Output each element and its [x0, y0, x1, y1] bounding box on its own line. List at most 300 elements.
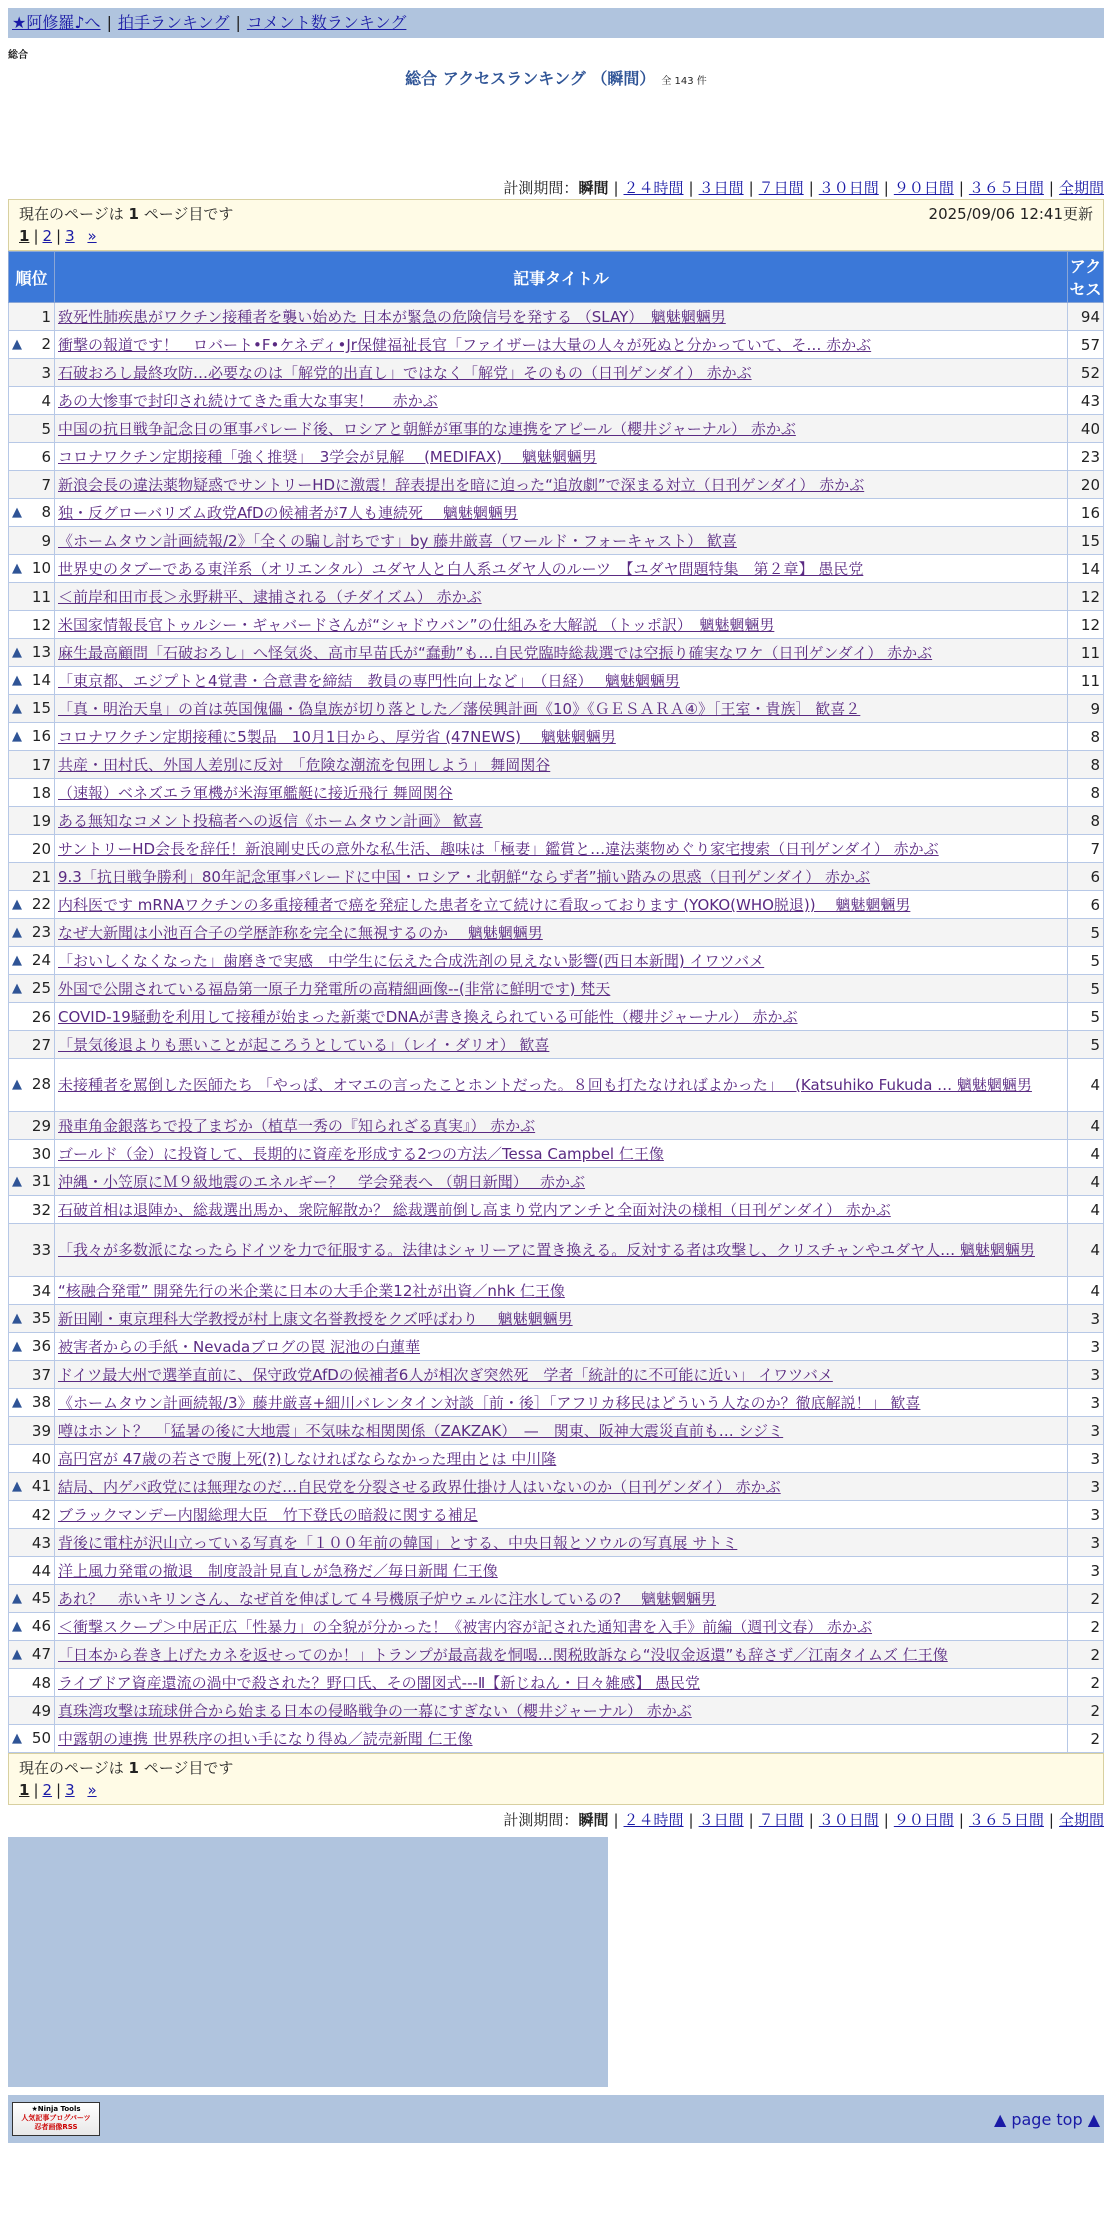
title-cell — [55, 1059, 1068, 1112]
title-cell — [55, 1501, 1068, 1529]
title-cell — [55, 1168, 1068, 1196]
period-link[interactable]: ９０日間 — [893, 179, 954, 197]
category-label: 総合 — [8, 50, 28, 61]
rank-up-arrow-icon: ▲ — [12, 924, 22, 940]
article-link[interactable]: ＜衝撃スクープ＞中居正広「性暴力」の全貌が分かった！《被害内容が記された通知書を入手》前編（週刊文春） 赤かぶ — [58, 1618, 873, 1636]
table-row — [9, 359, 1104, 387]
article-link[interactable]: 外国で公開されている福島第一原子力発電所の高精細画像--(非常に鮮明です) 梵天 — [58, 980, 611, 998]
rank-cell — [9, 499, 55, 527]
updated-timestamp: 2025/09/06 12:41更新 — [928, 205, 1093, 223]
article-link[interactable]: 「景気後退よりも悪いことが起ころうとしている」（レイ・ダリオ） 歓喜 — [58, 1036, 550, 1054]
period-link[interactable]: ３０日間 — [818, 179, 879, 197]
rank-cell — [9, 1613, 55, 1641]
nav-separator: | — [235, 13, 241, 32]
rank-cell — [9, 1697, 55, 1725]
rank-cell — [9, 415, 55, 443]
rank-number: 32 — [31, 1200, 51, 1219]
title-cell — [55, 667, 1068, 695]
pager-separator: | — [56, 227, 62, 245]
pager-page-link[interactable]: 3 — [65, 1781, 75, 1799]
access-count: 4 — [1068, 1168, 1104, 1196]
title-cell — [55, 555, 1068, 583]
rank-number: 40 — [31, 1449, 51, 1468]
table-row — [9, 527, 1104, 555]
article-link[interactable]: コロナワクチン定期接種「強く推奨」 3学会が見解 (MEDIFAX) 魑魅魍魎男 — [58, 448, 597, 466]
pager-status-post: ページ目です — [138, 1759, 234, 1777]
table-row — [9, 639, 1104, 667]
rank-number: 7 — [41, 475, 51, 494]
table-header-row — [9, 252, 1104, 303]
access-count: 3 — [1068, 1473, 1104, 1501]
total-count: 全 143 件 — [661, 76, 707, 87]
access-count: 12 — [1068, 611, 1104, 639]
period-link[interactable]: 全期間 — [1058, 179, 1104, 197]
pager-page-link[interactable]: 2 — [42, 227, 53, 245]
ad-space — [8, 92, 1104, 177]
rank-cell — [9, 303, 55, 331]
rank-cell — [9, 1277, 55, 1305]
title-cell — [55, 1725, 1068, 1753]
rank-up-arrow-icon: ▲ — [12, 560, 22, 576]
rank-cell — [9, 695, 55, 723]
title-cell — [55, 1277, 1068, 1305]
title-cell — [55, 1031, 1068, 1059]
applause-ranking-link[interactable]: 拍手ランキング — [117, 13, 230, 32]
rank-cell — [9, 639, 55, 667]
period-separator: | — [883, 179, 889, 197]
rank-cell — [9, 807, 55, 835]
access-count: 5 — [1068, 947, 1104, 975]
access-count: 2 — [1068, 1613, 1104, 1641]
rank-number: 41 — [31, 1476, 51, 1495]
article-link[interactable]: 背後に電柱が沢山立っている写真を「１００年前の韓国」とする、中央日報とソウルの写真展 サトミ — [58, 1534, 738, 1552]
rank-number: 43 — [31, 1533, 51, 1552]
access-count: 2 — [1068, 1697, 1104, 1725]
period-link[interactable]: ３０日間 — [818, 1811, 879, 1829]
table-row — [9, 1669, 1104, 1697]
period-link[interactable]: 全期間 — [1058, 1811, 1104, 1829]
period-link[interactable]: ７日間 — [758, 179, 804, 197]
article-link[interactable]: 麻生最高顧問「石破おろし」へ怪気炎、高市早苗氏が“蠢動”も…自民党臨時総裁選では空振り確実なワケ（日刊ゲンダイ） 赤かぶ — [58, 644, 933, 662]
pager-next-link[interactable]: » — [87, 1781, 97, 1799]
period-current: 瞬間 — [578, 179, 609, 197]
ninja-tools-logo[interactable] — [12, 2102, 100, 2136]
pager-status-pre: 現在のページは — [19, 1759, 129, 1777]
table-row — [9, 1140, 1104, 1168]
article-link[interactable]: 被害者からの手紙・Nevadaブログの罠 泥池の白蓮華 — [58, 1338, 421, 1356]
pager-spacer — [75, 227, 88, 245]
access-count: 3 — [1068, 1389, 1104, 1417]
article-link[interactable]: ライブドア資産還流の渦中で殺された？野口氏、その闇図式---Ⅱ【新じねん・日々雑感】 愚民党 — [58, 1674, 701, 1692]
period-link[interactable]: ２４時間 — [623, 179, 684, 197]
period-link[interactable]: ７日間 — [758, 1811, 804, 1829]
rank-cell — [9, 387, 55, 415]
title-cell — [55, 1473, 1068, 1501]
table-row — [9, 415, 1104, 443]
pager-status — [19, 203, 233, 225]
pager-separator: | — [56, 1781, 62, 1799]
comment-ranking-link[interactable]: コメント数ランキング — [246, 13, 407, 32]
article-link[interactable]: 石破おろし最終攻防…必要なのは「解党的出直し」ではなく「解党」そのもの（日刊ゲンダイ） 赤かぶ — [58, 364, 752, 382]
period-label: 計測期間： — [503, 179, 579, 197]
title-cell — [55, 359, 1068, 387]
rank-up-arrow-icon: ▲ — [12, 1590, 22, 1606]
rank-cell — [9, 835, 55, 863]
rank-cell — [9, 1112, 55, 1140]
article-link[interactable]: 《ホームタウン計画続報/2》「全くの騙し討ちです」by 藤井厳喜（ワールド・フォーキャスト） 歓喜 — [58, 532, 737, 550]
rank-cell — [9, 1389, 55, 1417]
bottom-area — [8, 1837, 1104, 2087]
period-separator: | — [883, 1811, 889, 1829]
title-cell — [55, 1697, 1068, 1725]
article-link[interactable]: ブラックマンデー内閣総理大臣 竹下登氏の暗殺に関する補足 — [58, 1506, 478, 1524]
table-row — [9, 443, 1104, 471]
access-count: 52 — [1068, 359, 1104, 387]
rank-up-arrow-icon: ▲ — [12, 336, 22, 352]
rank-number: 15 — [31, 698, 51, 717]
access-count: 4 — [1068, 1224, 1104, 1277]
rank-number: 22 — [31, 894, 51, 913]
rank-number: 23 — [31, 922, 51, 941]
title-cell — [55, 975, 1068, 1003]
article-link[interactable]: ＜前岸和田市長＞永野耕平、逮捕される（チダイズム） 赤かぶ — [58, 588, 482, 606]
pager-page-link[interactable]: 3 — [65, 227, 75, 245]
table-row — [9, 499, 1104, 527]
article-link[interactable]: 新田剛・東京理科大学教授が村上康文名誉教授をクズ呼ばわり 魑魅魍魎男 — [58, 1310, 573, 1328]
pager-next-link[interactable]: » — [87, 227, 97, 245]
rank-number: 33 — [31, 1241, 51, 1259]
rank-number: 12 — [31, 615, 51, 634]
article-link[interactable]: 沖縄・小笠原にＭ９級地震のエネルギー？ 学会発表へ （朝日新聞） 赤かぶ — [58, 1173, 586, 1191]
rank-up-arrow-icon: ▲ — [12, 1394, 22, 1410]
rank-number: 30 — [31, 1144, 51, 1163]
table-row — [9, 303, 1104, 331]
rank-number: 16 — [31, 726, 51, 745]
table-row — [9, 1697, 1104, 1725]
access-count: 15 — [1068, 527, 1104, 555]
rank-number: 3 — [41, 363, 51, 382]
table-row — [9, 1305, 1104, 1333]
rank-number: 25 — [31, 978, 51, 997]
rank-cell — [9, 1417, 55, 1445]
period-separator: | — [958, 1811, 964, 1829]
rank-cell — [9, 1168, 55, 1196]
rank-cell — [9, 471, 55, 499]
title-cell — [55, 331, 1068, 359]
rank-number: 31 — [31, 1171, 51, 1190]
access-count: 3 — [1068, 1361, 1104, 1389]
table-row — [9, 1112, 1104, 1140]
table-row — [9, 1445, 1104, 1473]
table-row — [9, 1389, 1104, 1417]
article-link[interactable]: 石破首相は退陣か、総裁選出馬か、衆院解散か？ 総裁選前倒し高まり党内アンチと全面対決の様相（日刊ゲンダイ） 赤かぶ — [58, 1201, 891, 1219]
rank-number: 35 — [31, 1308, 51, 1327]
article-link[interactable]: 洋上風力発電の撤退 制度設計見直しが急務だ／毎日新聞 仁王像 — [58, 1562, 498, 1580]
period-link[interactable]: ３６５日間 — [968, 1811, 1044, 1829]
access-count: 3 — [1068, 1501, 1104, 1529]
rank-number: 47 — [31, 1644, 51, 1663]
period-separator: | — [748, 179, 754, 197]
article-link[interactable]: 内科医です mRNAワクチンの多重接種者で癌を発症した患者を立て続けに看取っております (YOKO(WHO脱退)) 魑魅魍魎男 — [58, 896, 911, 914]
rank-number: 10 — [31, 558, 51, 577]
rank-number: 45 — [31, 1588, 51, 1607]
article-link[interactable]: ドイツ最大州で選挙直前に、保守政党AfDの候補者6人が相次ぎ突然死 学者「統計的に不可能に近い」 イワツバメ — [58, 1366, 833, 1384]
rank-cell — [9, 947, 55, 975]
title-cell — [55, 947, 1068, 975]
title-cell — [55, 1305, 1068, 1333]
period-link[interactable]: ３日間 — [698, 1811, 744, 1829]
access-count: 5 — [1068, 975, 1104, 1003]
article-link[interactable]: 中国の抗日戦争記念日の軍事パレード後、ロシアと朝鮮が軍事的な連携をアピール（櫻井ジャーナル） 赤かぶ — [58, 420, 796, 438]
article-link[interactable]: “核融合発電” 開発先行の米企業に日本の大手企業12社が出資／nhk 仁王像 — [58, 1282, 565, 1300]
rank-cell — [9, 583, 55, 611]
article-link[interactable]: なぜ大新聞は小池百合子の学歴詐称を完全に無視するのか 魑魅魍魎男 — [58, 924, 543, 942]
rank-cell — [9, 1725, 55, 1753]
rank-cell — [9, 1224, 55, 1277]
pager-separator: | — [33, 1781, 39, 1799]
title-cell — [55, 303, 1068, 331]
page-title-text: 総合 アクセスランキング （瞬間） — [405, 69, 656, 88]
title-cell — [55, 583, 1068, 611]
rank-number: 39 — [31, 1421, 51, 1440]
period-separator: | — [808, 179, 814, 197]
rank-cell — [9, 1361, 55, 1389]
article-link[interactable]: 高円宮が 47歳の若さで腹上死(?)しなければならなかった理由とは 中川隆 — [58, 1450, 557, 1468]
rank-cell — [9, 919, 55, 947]
rank-number: 38 — [31, 1392, 51, 1411]
rank-number: 14 — [31, 670, 51, 689]
ranking-body — [9, 303, 1104, 1753]
rank-cell — [9, 1501, 55, 1529]
pager-status-current: 1 — [128, 205, 139, 223]
title-cell — [55, 1669, 1068, 1697]
table-row — [9, 947, 1104, 975]
rank-number: 50 — [31, 1728, 51, 1747]
title-cell — [55, 1417, 1068, 1445]
rank-cell — [9, 1557, 55, 1585]
home-link[interactable]: ★阿修羅♪へ — [12, 13, 101, 32]
article-link[interactable]: 共産・田村氏、外国人差別に反対 「危険な潮流を包囲しよう」 舞岡関谷 — [58, 756, 551, 774]
period-separator: | — [613, 1811, 619, 1829]
page-title — [8, 66, 1104, 92]
rank-number: 28 — [31, 1075, 51, 1093]
period-link[interactable]: ３日間 — [698, 179, 744, 197]
access-count: 3 — [1068, 1445, 1104, 1473]
top-nav — [8, 8, 1104, 38]
title-cell — [55, 723, 1068, 751]
rank-cell — [9, 1445, 55, 1473]
title-cell — [55, 1585, 1068, 1613]
title-cell — [55, 1613, 1068, 1641]
rank-cell — [9, 1031, 55, 1059]
article-link[interactable]: ゴールド（金）に投資して、長期的に資産を形成する2つの方法／Tessa Campbel 仁王像 — [58, 1145, 664, 1163]
article-link[interactable]: （速報）ベネズエラ軍機が米海軍艦艇に接近飛行 舞岡関谷 — [58, 784, 453, 802]
rank-number: 17 — [31, 755, 51, 774]
logo-line3: 忍者画像RSS — [34, 2123, 78, 2131]
title-cell — [55, 1529, 1068, 1557]
pager-current-page: 1 — [19, 227, 30, 245]
table-row — [9, 1585, 1104, 1613]
article-link[interactable]: あの大惨事で封印され続けてきた重大な事実！ 赤かぶ — [58, 392, 438, 410]
rank-number: 11 — [31, 587, 51, 606]
rank-number: 13 — [31, 642, 51, 661]
rank-up-arrow-icon: ▲ — [12, 1077, 22, 1092]
table-row — [9, 1003, 1104, 1031]
rank-cell — [9, 1003, 55, 1031]
table-row — [9, 1277, 1104, 1305]
rank-up-arrow-icon: ▲ — [12, 672, 22, 688]
rank-cell — [9, 1196, 55, 1224]
article-link[interactable]: COVID-19騒動を利用して接種が始まった新薬でDNAが書き換えられている可能性（櫻井ジャーナル） 赤かぶ — [58, 1008, 798, 1026]
title-cell — [55, 1196, 1068, 1224]
rank-up-arrow-icon: ▲ — [12, 896, 22, 912]
table-row — [9, 1361, 1104, 1389]
article-link[interactable]: 致死性肺疾患がワクチン接種者を襲い始めた 日本が緊急の危険信号を発する （SLAY） 魑魅魍魎男 — [58, 308, 726, 326]
title-cell — [55, 499, 1068, 527]
access-count: 2 — [1068, 1725, 1104, 1753]
access-count: 8 — [1068, 779, 1104, 807]
access-count: 8 — [1068, 723, 1104, 751]
rank-number: 34 — [31, 1281, 51, 1300]
article-link[interactable]: 飛車角金銀落ちで投了まぢか（植草一秀の『知られざる真実』） 赤かぶ — [58, 1117, 536, 1135]
col-header-rank: 順位 — [9, 252, 55, 303]
rank-number: 1 — [41, 307, 51, 326]
title-cell — [55, 1389, 1068, 1417]
article-link[interactable]: 真珠湾攻撃は琉球併合から始まる日本の侵略戦争の一幕にすぎない（櫻井ジャーナル） 赤かぶ — [58, 1702, 692, 1720]
access-count: 9 — [1068, 695, 1104, 723]
table-row — [9, 1641, 1104, 1669]
col-header-title: 記事タイトル — [55, 252, 1068, 303]
access-count: 2 — [1068, 1585, 1104, 1613]
article-link[interactable]: 中露朝の連携 世界秩序の担い手になり得ぬ／読売新聞 仁王像 — [58, 1730, 473, 1748]
title-cell — [55, 1224, 1068, 1277]
period-link[interactable]: ９０日間 — [893, 1811, 954, 1829]
access-count: 5 — [1068, 1031, 1104, 1059]
article-link[interactable]: 衝撃の報道です！ ロバート•F•ケネディ•Jr保健福祉長官「ファイザーは大量の人々が死ぬと分かっていて、そ… 赤かぶ — [58, 336, 872, 354]
article-link[interactable]: 「真・明治天皇」の首は英国傀儡・偽皇族が切り落とした／藩侯興計画《10》《ＧＥＳＡＲＡ④》［王室・貴族］ 歓喜２ — [58, 700, 861, 718]
table-row — [9, 863, 1104, 891]
pager-status — [19, 1757, 233, 1779]
article-link[interactable]: 米国家情報長官トゥルシー・ギャバードさんが“シャドウバン”の仕組みを大解説 （トッポ訳） 魑魅魍魎男 — [58, 616, 775, 634]
rank-up-arrow-icon: ▲ — [12, 1646, 22, 1662]
rank-number: 42 — [31, 1505, 51, 1524]
rank-cell — [9, 779, 55, 807]
period-separator: | — [748, 1811, 754, 1829]
rank-number: 46 — [31, 1616, 51, 1635]
rank-up-arrow-icon: ▲ — [12, 644, 22, 660]
article-link[interactable]: コロナワクチン定期接種に5製品 10月1日から、厚労省 (47NEWS) 魑魅魍魎男 — [58, 728, 616, 746]
bottom-ad-space — [8, 1837, 608, 2087]
article-link[interactable]: 《ホームタウン計画続報/3》藤井厳喜+細川バレンタイン対談［前・後］「アフリカ移民はどういう人なのか？徹底解説！」 歓喜 — [58, 1394, 921, 1412]
rank-up-arrow-icon: ▲ — [12, 1478, 22, 1494]
access-count: 94 — [1068, 303, 1104, 331]
title-cell — [55, 1557, 1068, 1585]
access-count: 16 — [1068, 499, 1104, 527]
rank-cell — [9, 527, 55, 555]
period-label: 計測期間： — [503, 1811, 579, 1829]
access-count: 2 — [1068, 1641, 1104, 1669]
rank-up-arrow-icon: ▲ — [12, 1730, 22, 1746]
pager-status-current: 1 — [128, 1759, 139, 1777]
access-count: 12 — [1068, 583, 1104, 611]
article-link[interactable]: 「日本から巻き上げたカネを返せってのか！」トランプが最高裁を恫喝…関税敗訴なら“没収金返還”も辞さず／江南タイムズ 仁王像 — [58, 1646, 948, 1664]
title-cell — [55, 387, 1068, 415]
article-link[interactable]: 新浪会長の違法薬物疑惑でサントリーHDに激震！辞表提出を暗に迫った“追放劇”で深まる対立（日刊ゲンダイ） 赤かぶ — [58, 476, 865, 494]
table-row — [9, 331, 1104, 359]
rank-up-arrow-icon: ▲ — [12, 1618, 22, 1634]
rank-up-arrow-icon: ▲ — [12, 952, 22, 968]
article-link[interactable]: 「おいしくなくなった」歯磨きで実感 中学生に伝えた合成洗剤の見えない影響(西日本新聞) イワツバメ — [58, 952, 765, 970]
article-link[interactable]: サントリーHD会長を辞任！新浪剛史氏の意外な私生活、趣味は「極妻」鑑賞と…違法薬物めぐり家宅捜索（日刊ゲンダイ） 赤かぶ — [58, 840, 939, 858]
access-count: 11 — [1068, 639, 1104, 667]
period-link[interactable]: ３６５日間 — [968, 179, 1044, 197]
rank-cell — [9, 359, 55, 387]
article-link[interactable]: 世界史のタブーである東洋系（オリエンタル）ユダヤ人と白人系ユダヤ人のルーツ 【ユダヤ問題特集 第２章】 愚民党 — [58, 560, 864, 578]
table-row — [9, 779, 1104, 807]
article-link[interactable]: 「我々が多数派になったらドイツを力で征服する。法律はシャリーアに置き換える。反対する者は攻撃し、クリスチャンやユダヤ人… 魑魅魍魎男 — [58, 1241, 1035, 1259]
access-count: 3 — [1068, 1557, 1104, 1585]
article-link[interactable]: 9.3「抗日戦争勝利」80年記念軍事パレードに中国・ロシア・北朝鮮“ならず者”揃い踏みの思惑（日刊ゲンダイ） 赤かぶ — [58, 868, 871, 886]
period-separator: | — [958, 179, 964, 197]
title-cell — [55, 639, 1068, 667]
access-count: 4 — [1068, 1277, 1104, 1305]
title-cell — [55, 891, 1068, 919]
pager-links — [19, 225, 1093, 247]
title-cell — [55, 1333, 1068, 1361]
rank-cell — [9, 1305, 55, 1333]
article-link[interactable]: 結局、内ゲバ政党には無理なのだ…自民党を分裂させる政界仕掛け人はいないのか（日刊ゲンダイ） 赤かぶ — [58, 1478, 781, 1496]
title-cell — [55, 471, 1068, 499]
title-cell — [55, 611, 1068, 639]
rank-number: 36 — [31, 1336, 51, 1355]
pager-status-row — [19, 203, 1093, 225]
rank-cell — [9, 1529, 55, 1557]
period-link[interactable]: ２４時間 — [623, 1811, 684, 1829]
page-top-link[interactable]: ▲ page top ▲ — [993, 2109, 1100, 2129]
table-row — [9, 1557, 1104, 1585]
article-link[interactable]: 噂はホント？ 「猛暑の後に大地震」不気味な相関関係（ZAKZAK） — 関東、阪神大震災直前も… シジミ — [58, 1422, 784, 1440]
table-row — [9, 667, 1104, 695]
pager-separator: | — [33, 227, 39, 245]
period-separator: | — [688, 179, 694, 197]
pager-page-link[interactable]: 2 — [42, 1781, 53, 1799]
article-link[interactable]: 「東京都、エジプトと4覚書・合意書を締結 教員の専門性向上など」 （日経） 魑魅魍魎男 — [58, 672, 680, 690]
title-cell — [55, 415, 1068, 443]
table-row — [9, 387, 1104, 415]
article-link[interactable]: あれ？ 赤いキリンさん、なぜ首を伸ばして４号機原子炉ウェルに注水しているの? 魑魅魍魎男 — [58, 1590, 717, 1608]
access-count: 4 — [1068, 1059, 1104, 1112]
access-count: 5 — [1068, 1003, 1104, 1031]
rank-cell — [9, 611, 55, 639]
pager-links — [19, 1779, 1093, 1801]
rank-number: 48 — [31, 1673, 51, 1692]
article-link[interactable]: 未接種者を罵倒した医師たち 「やっぱ、オマエの言ったことホントだった。８回も打たなければよかった」 (Katsuhiko Fukuda … 魑魅魍魎男 — [58, 1076, 1032, 1094]
title-cell — [55, 1641, 1068, 1669]
article-link[interactable]: ある無知なコメント投稿者への返信《ホームタウン計画》 歓喜 — [58, 812, 483, 830]
title-cell — [55, 443, 1068, 471]
period-separator: | — [688, 1811, 694, 1829]
rank-number: 5 — [41, 419, 51, 438]
period-selector-bottom — [8, 1809, 1104, 1831]
footer — [8, 2095, 1104, 2143]
table-row — [9, 1725, 1104, 1753]
access-count: 14 — [1068, 555, 1104, 583]
article-link[interactable]: 独・反グローバリズム政党AfDの候補者が7人も連続死 魑魅魍魎男 — [58, 504, 518, 522]
rank-up-arrow-icon: ▲ — [12, 1338, 22, 1354]
rank-number: 20 — [31, 839, 51, 858]
rank-cell — [9, 331, 55, 359]
period-separator: | — [1048, 1811, 1054, 1829]
